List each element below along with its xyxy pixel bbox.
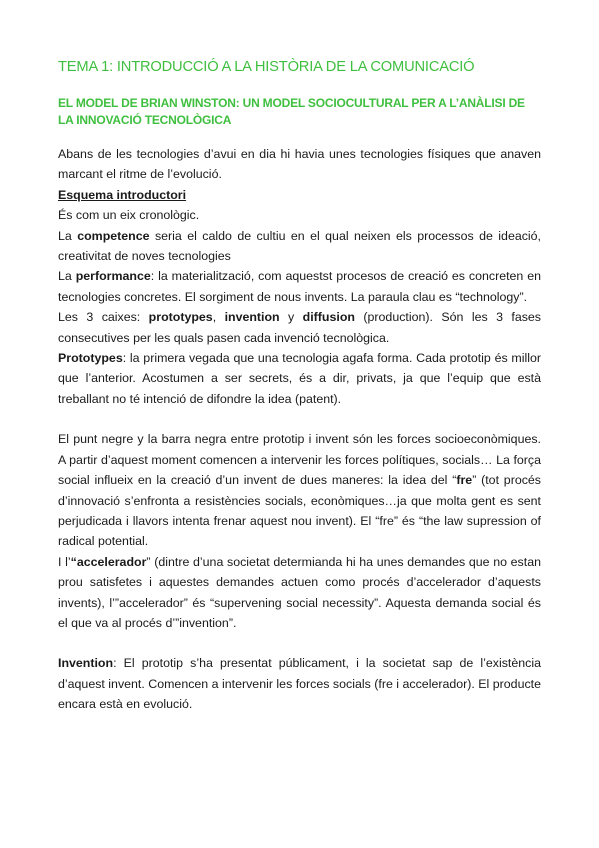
term-performance: performance	[75, 269, 151, 284]
text: y	[279, 310, 303, 325]
schema-heading: Esquema introductori	[58, 187, 187, 202]
text: seria el caldo de cultiu en el qual neixen els processos de ideació, creativitat de noves tecnologies	[58, 228, 542, 264]
page-title: TEMA 1: INTRODUCCIÓ A LA HISTÒRIA DE LA COMUNICACIÓ	[58, 58, 475, 75]
text: ,	[212, 310, 225, 325]
text: ” (dintre d’una societat determianda hi ha unes demandes que no estan prou satisfetes i aquestes demandes actuen como procés d’accelerador d’aquests invents), l’”accelerador” és “supervening social necessity”. Aquesta demanda social és el que va al procés d’”invention”.	[58, 554, 541, 630]
term-prototypes-heading: Prototypes	[58, 351, 123, 366]
text: Les 3 caixes:	[58, 310, 149, 325]
text: (production). Són les 3 fases consecutives per les quals pasen cada invenció tecnològica.	[58, 310, 541, 345]
paragraph-accelerador	[58, 552, 541, 634]
paragraph-chronological: És com un eix cronològic.	[58, 208, 200, 223]
paragraph-three-boxes	[58, 307, 541, 348]
term-accelerador: “accelerador	[70, 554, 147, 569]
term-fre: fre	[456, 473, 473, 488]
spacer	[58, 409, 541, 429]
text: : la primera vegada que una tecnologia agafa forma. Cada prototip és millor que l’anterior. Acostumen a ser secrets, és a dir, privats, ja que l’equip que està treballant no té intenció de difondre la idea (patent).	[58, 351, 541, 406]
term-prototypes: prototypes	[148, 310, 213, 325]
spacer	[58, 633, 541, 653]
text: El punt negre y la barra negra entre prototip i invent són les forces socioeconòmiques. A partir d’aquest moment comencen a intervenir les forces polítiques, socials… La força social influeix en la creació d’un invent de dues maneres: la idea del “	[58, 432, 541, 488]
term-competence: competence	[77, 228, 150, 243]
paragraph-intro: Abans de les tecnologies d’avui en dia hi havia unes tecnologies físiques que anaven marcant el ritme de l’evolució.	[58, 147, 541, 182]
paragraph-performance	[58, 266, 541, 307]
term-invention-heading: Invention	[58, 656, 114, 671]
text: I l’	[58, 554, 71, 569]
paragraph-invention	[58, 653, 541, 714]
text: La	[58, 269, 76, 284]
paragraph-social-forces	[58, 429, 541, 551]
paragraph-prototypes	[58, 348, 541, 409]
term-diffusion: diffusion	[302, 310, 355, 325]
section-subtitle: EL MODEL DE BRIAN WINSTON: UN MODEL SOCIOCULTURAL PER A L’ANÀLISI DE LA INNOVACIÓ TECNOLÒGICA	[58, 96, 525, 127]
text: ” (tot procés d’innovació s’enfronta a resistències socials, econòmiques…ja que molta gent es sent perjudicada i llavors intenta frenar aquest nou invent). El “fre” és “the law supression of radical potential.	[58, 473, 541, 549]
text: : la materialització, com aquestst procesos de creació es concreten en tecnologies concretes. El sorgiment de nous invents. La paraula clau es “technology”.	[58, 269, 541, 304]
text: La	[58, 228, 78, 243]
term-invention: invention	[224, 310, 280, 325]
paragraph-competence	[58, 226, 541, 267]
text: : El prototip s’ha presentat públicament, i la societat sap de l’existència d’aquest invent. Comencen a intervenir les forces socials (fre i accelerador). El producte encara està en evolució.	[58, 656, 541, 712]
